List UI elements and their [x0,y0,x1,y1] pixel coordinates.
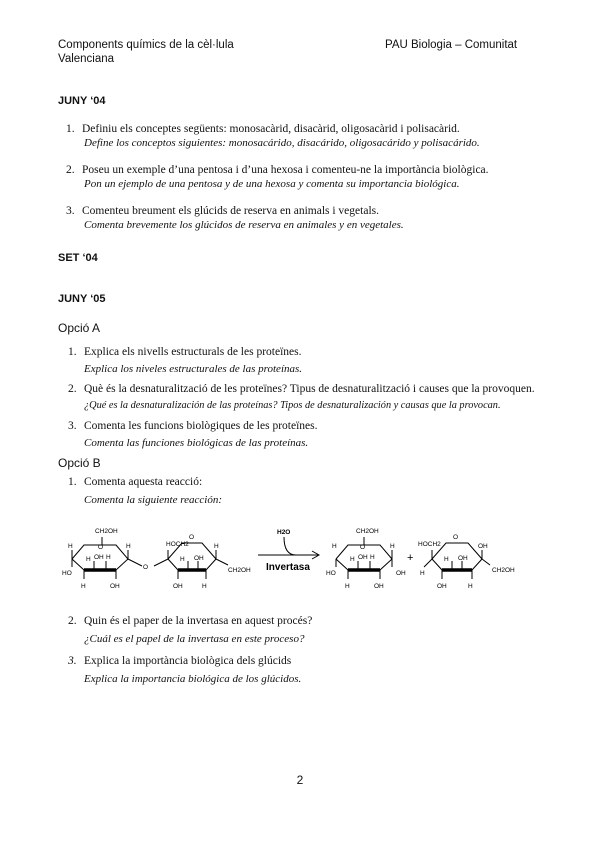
reaction-arrow [258,537,319,559]
label-h: H [180,556,185,563]
option-b-label: Opció B [58,456,101,470]
label-oh: OH [437,583,447,590]
option-b-question-3-ca [68,655,291,667]
sucrose-hydrolysis-diagram [60,517,530,597]
question-2-ca [66,164,489,176]
label-o: O [189,534,195,541]
label-hoch2: HOCH2 [418,541,441,548]
label-h: H [214,543,219,550]
option-b-question-3-es: Explica la importancia biológica de los glúcidos. [84,673,302,685]
question-text: Comenta aquesta reacció: [84,476,203,488]
label-h: H [68,543,73,550]
label-ho: HO [62,570,72,577]
header-title [58,38,234,66]
label-ch2oh: CH2OH [95,528,118,535]
label-h: H [350,556,355,563]
option-a-question-2-ca [68,383,535,395]
label-oh: OH [110,583,120,590]
header-course: PAU Biologia – Comunitat [385,39,518,51]
question-number: 2. [68,383,77,395]
question-text: Què és la desnaturalització de les proteïnes? Tipus de desnaturalització i causes que la provoquen. [84,383,535,395]
label-o: O [143,564,149,571]
label-h: H [444,556,449,563]
header-title-line1: Components químics de la cèl·lula [58,39,234,51]
label-h: H [106,554,111,561]
question-text: Definiu els conceptes següents: monosacàrid, disacàrid, oligosacàrid i polisacàrid. [82,123,460,135]
question-3-ca [66,205,379,217]
header-title-line2: Valenciana [58,53,115,65]
question-number: 2. [68,615,77,627]
label-h: H [332,543,337,550]
plus-sign: + [407,552,414,564]
label-oh: OH [374,583,384,590]
label-ho: HO [326,570,336,577]
enzyme-label: Invertasa [266,562,310,573]
option-a-question-1-es: Explica los niveles estructurales de las proteínas. [84,363,303,375]
option-a-question-3-ca [68,420,317,432]
question-number: 2. [66,164,75,176]
label-o: O [453,534,459,541]
question-2-es: Pon un ejemplo de una pentosa y de una hexosa y comenta su importancia biológica. [84,178,460,190]
option-a-label: Opció A [58,321,101,335]
label-water: H2O [277,529,291,536]
question-text: Explica els nivells estructurals de les proteïnes. [84,346,302,358]
section-title-juny04: JUNY ‘04 [58,95,106,107]
section-title-juny05: JUNY ‘05 [58,293,106,305]
label-h: H [390,543,395,550]
label-h: H [468,583,473,590]
label-h: H [126,543,131,550]
question-text: Quin és el paper de la invertasa en aquest procés? [84,615,313,627]
question-number: 3. [68,655,77,667]
question-text: Explica la importància biològica dels glúcids [84,655,292,667]
question-number: 1. [68,476,77,488]
option-b-question-2-ca [68,615,312,627]
label-h: H [345,583,350,590]
label-h: H [86,556,91,563]
label-oh: OH [396,570,406,577]
question-text: Comenta les funcions biològiques de les proteïnes. [84,420,318,432]
label-oh: OH [94,554,104,561]
label-ch2oh: CH2OH [492,567,515,574]
question-number: 3. [66,205,75,217]
question-number: 1. [66,123,75,135]
question-1-es: Define los conceptos siguientes: monosacárido, disacárido, oligosacárido y polisacárido. [84,137,480,149]
label-h: H [420,570,425,577]
question-text: Poseu un exemple d’una pentosa i d’una hexosa i comenteu-ne la importància biològica. [82,164,489,176]
page-number: 2 [296,773,304,787]
label-h: H [370,554,375,561]
question-text: Comenteu breument els glúcids de reserva en animals i vegetals. [82,205,379,217]
label-ch2oh: CH2OH [356,528,379,535]
label-oh: OH [358,554,368,561]
question-number: 1. [68,346,77,358]
option-b-question-1-ca [68,476,202,488]
option-b-question-1-es: Comenta la siguiente reacción: [84,494,222,506]
option-a-question-3-es: Comenta las funciones biológicas de las proteínas. [84,437,309,449]
label-oh: OH [458,555,468,562]
question-number: 3. [68,420,77,432]
label-o: O [360,544,366,551]
option-b-question-2-es: ¿Cuál es el papel de la invertasa en este proceso? [84,633,305,645]
option-a-question-2-es: ¿Qué es la desnaturalización de las proteínas? Tipos de desnaturalización y causas que la provocan. [84,400,501,411]
question-1-ca [66,123,460,135]
section-title-set04: SET ‘04 [58,252,98,264]
label-ch2oh: CH2OH [228,567,251,574]
label-oh: OH [173,583,183,590]
label-h: H [202,583,207,590]
option-a-question-1-ca [68,346,301,358]
label-oh: OH [194,555,204,562]
label-oh: OH [478,543,488,550]
label-o: O [98,544,104,551]
label-h: H [81,583,86,590]
label-hoch2: HOCH2 [166,541,189,548]
question-3-es: Comenta brevemente los glúcidos de reserva en animales y en vegetales. [84,219,404,231]
